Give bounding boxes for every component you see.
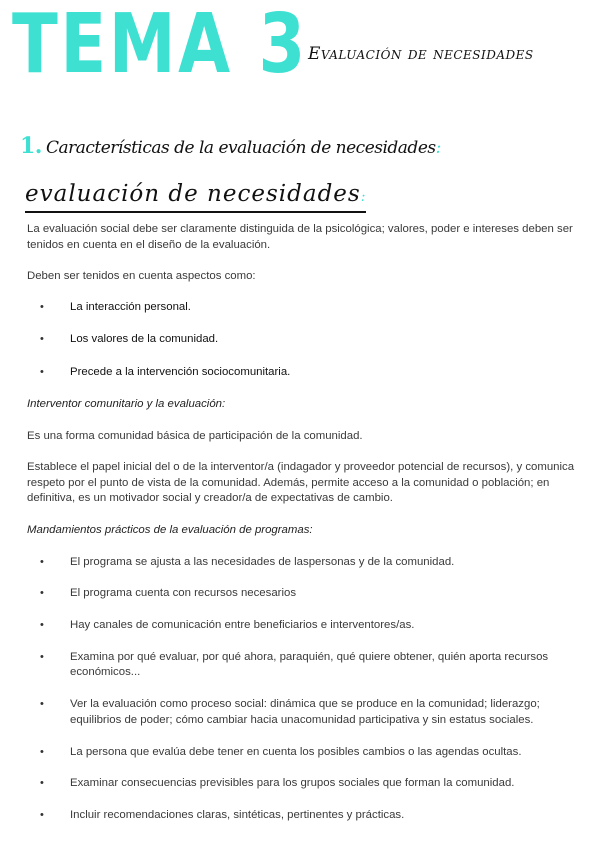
bullet-icon: • [40,809,44,822]
list-item [27,300,575,316]
bullet-icon: • [40,650,44,663]
list-item [27,618,575,634]
bullet-icon: • [40,333,44,346]
bullet-icon: • [40,698,44,711]
list-item [27,745,575,761]
list-item [27,776,575,792]
section-1-title: Características de la evaluación de necesidades [45,138,436,158]
tema-title: TEMA 3 [12,0,308,92]
interventor-paragraph-2: Establece el papel inicial del o de la interventor/a (indagador y proveedor potencial de recursos), y comunica respeto por el punto de vista de la comunidad. Además, permite acceso a la comunidad o población; en definitiva, es un motivador social y creador/a de expectativas de cambio. [27,461,575,505]
list-item-text: Examinar consecuencias previsibles para los grupos sociales que forman la comunidad. [70,777,515,790]
list-item-text: La persona que evalúa debe tener en cuenta los posibles cambios o las agendas ocultas. [70,745,522,758]
list-item-text: La interacción personal. [70,300,191,313]
subsection-heading [25,180,366,213]
bullet-icon: • [40,365,44,378]
aspects-intro: Deben ser tenidos en cuenta aspectos como: [27,270,256,283]
bullet-icon: • [40,745,44,758]
list-item-text: Hay canales de comunicación entre beneficiarios e interventores/as. [70,619,415,632]
list-item-text: El programa cuenta con recursos necesarios [70,587,297,600]
interventor-heading: Interventor comunitario y la evaluación: [27,397,226,410]
aspects-list [27,300,575,380]
list-item [27,808,575,824]
intro-paragraph: La evaluación social debe ser claramente distinguida de la psicológica; valores, poder e intereses deben ser tenidos en cuenta en el diseño de la evaluación. [27,223,573,251]
list-item [27,332,575,348]
subsection-title: evaluación de necesidades [25,181,361,207]
section-number: 1. [20,133,42,159]
interventor-paragraph-1: Es una forma comunidad básica de participación de la comunidad. [27,429,363,442]
bullet-icon: • [40,300,44,313]
mandamientos-list [27,555,575,824]
bullet-icon: • [40,555,44,568]
document-body [27,222,575,840]
bullet-icon: • [40,587,44,600]
list-item-text: Los valores de la comunidad. [70,333,219,346]
list-item-text: Ver la evaluación como proceso social: dinámica que se produce en la comunidad; liderazgo; equilibrios de poder; cómo cambiar hacia unacomunidad participativa y sin estatus sociales. [70,698,540,726]
list-item [27,586,575,602]
bullet-icon: • [40,777,44,790]
list-item-text: Incluir recomendaciones claras, sintéticas, pertinentes y prácticas. [70,809,405,822]
subsection-colon: : [360,189,367,205]
list-item-text: El programa se ajusta a las necesidades de laspersonas y de la comunidad. [70,555,455,568]
list-item [27,697,575,728]
mandamientos-heading: Mandamientos prácticos de la evaluación de programas: [27,523,313,536]
list-item-text: Precede a la intervención sociocomunitaria. [70,365,291,378]
list-item-text: Examina por qué evaluar, por qué ahora, paraquién, qué quiere obtener, quién aporta recursos económicos... [70,650,549,679]
list-item [27,650,575,681]
list-item [27,365,575,381]
section-1-heading [20,133,441,159]
list-item [27,555,575,571]
subject-title: Evaluación de necesidades [308,44,534,64]
bullet-icon: • [40,619,44,632]
section-1-colon: : [435,138,441,158]
